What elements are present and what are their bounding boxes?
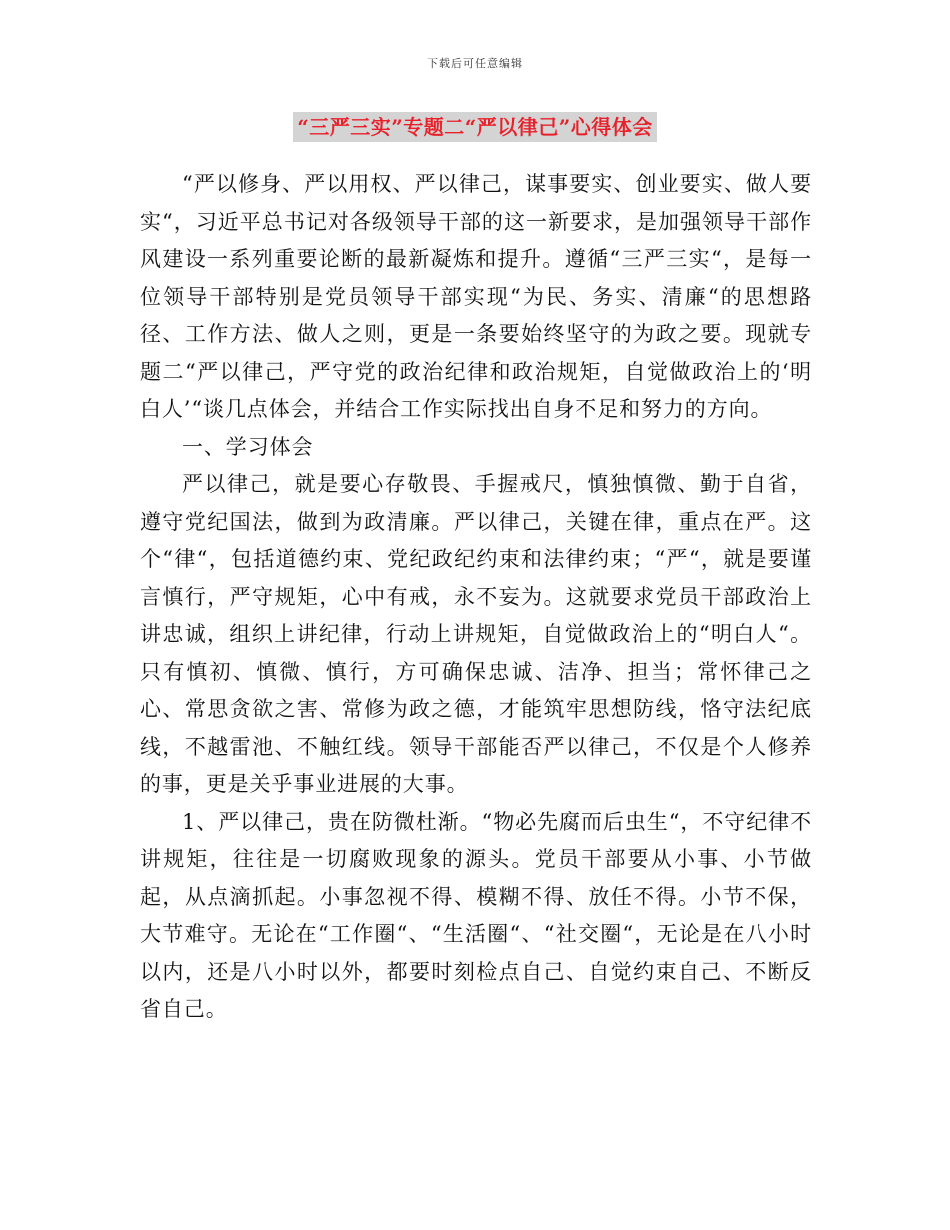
section-heading: 一、学习体会 bbox=[182, 434, 314, 459]
paragraph-study: 严以律己，就是要心存敬畏、手握戒尺，慎独慎微、勤于自省，遵守党纪国法，做到为政清廉。严以律己，关键在律，重点在严。这个“律“，包括道德约束、党纪政纪约束和法律约束；“严“，就是要谨言慎行，严守规矩，心中有戒，永不妄为。这就要求党员干部政治上讲忠诚，组织上讲纪律，行动上讲规矩，自觉做政治上的“明白人“。只有慎初、慎微、慎行，方可确保忠诚、洁净、担当；常怀律己之心、常思贪欲之害、常修为政之德，才能筑牢思想防线，恪守法纪底线，不越雷池、不触红线。领导干部能否严以律己，不仅是个人修养的事，更是关乎事业进展的大事。 bbox=[140, 472, 812, 796]
paragraph-point-1: 1、严以律己，贵在防微杜渐。“物必先腐而后虫生“，不守纪律不讲规矩，往往是一切腐败现象的源头。党员干部要从小事、小节做起，从点滴抓起。小事忽视不得、模糊不得、放任不得。小节不保，大节难守。无论在“工作圈“、“生活圈“、“社交圈“，无论是在八小时以内，还是八小时以外，都要时刻检点自己、自觉约束自己、不断反省自己。 bbox=[140, 809, 812, 1021]
header-note: 下载后可任意编辑 bbox=[427, 57, 523, 70]
document-title: “三严三实”专题二“严以律己”心得体会 bbox=[293, 112, 657, 142]
title-wrap bbox=[0, 112, 950, 142]
paragraph-intro: “严以修身、严以用权、严以律己，谋事要实、创业要实、做人要实“，习近平总书记对各级领导干部的这一新要求，是加强领导干部作风建设一系列重要论断的最新凝炼和提升。遵循“三严三实“，是每一位领导干部特别是党员领导干部实现“为民、务实、清廉“的思想路径、工作方法、做人之则，更是一条要始终坚守的为政之要。现就专题二“严以律己，严守党的政治纪律和政治规矩，自觉做政治上的‘明白人’“谈几点体会，并结合工作实际找出自身不足和努力的方向。 bbox=[140, 172, 812, 421]
document-body bbox=[140, 166, 812, 1029]
